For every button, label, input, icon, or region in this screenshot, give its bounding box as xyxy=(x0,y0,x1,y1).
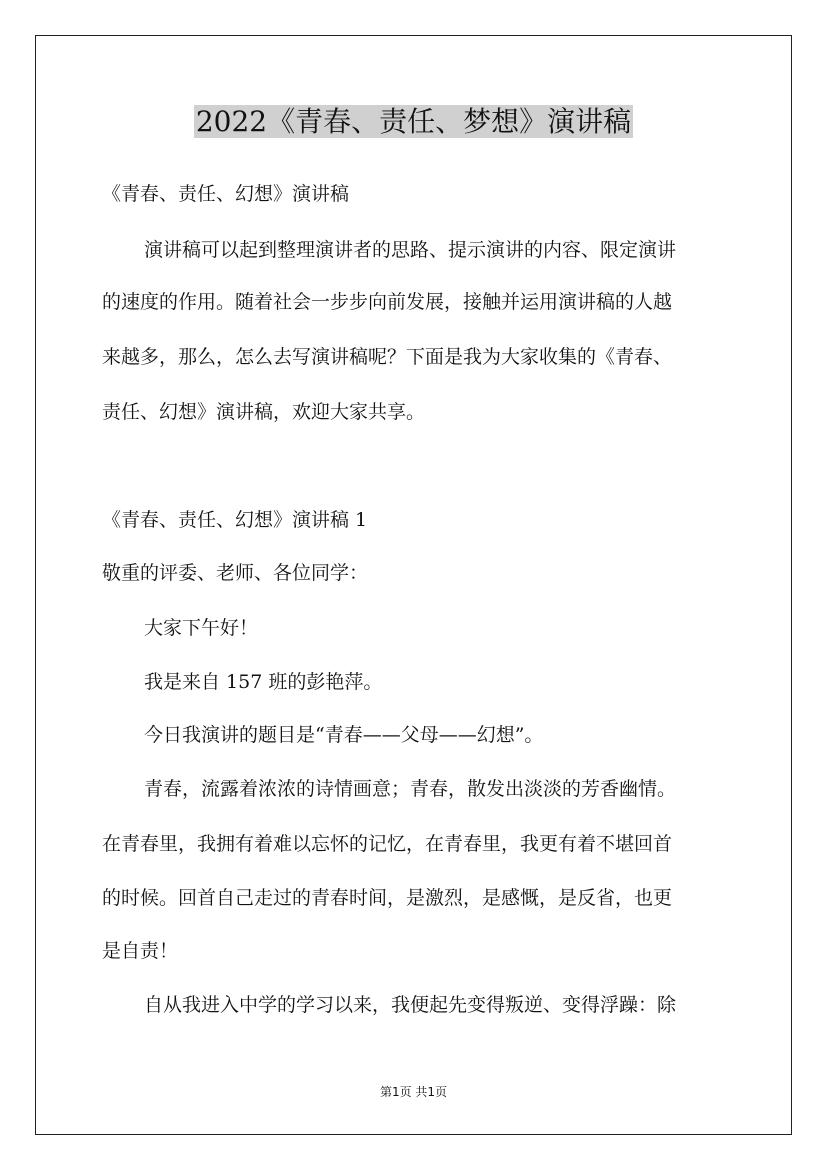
document-title: 2022《青春、责任、梦想》演讲稿 xyxy=(195,105,632,138)
body-line-3: 的时候。回首自己走过的青春时间，是激烈，是感慨，是反省，也更 xyxy=(102,887,673,909)
body-line-1: 青春，流露着浓浓的诗情画意；青春，散发出淡淡的芳香幽情。 xyxy=(144,778,677,800)
topic-line: 今日我演讲的题目是“青春——父母——幻想”。 xyxy=(144,724,544,746)
self-intro: 我是来自 157 班的彭艳萍。 xyxy=(144,671,383,693)
intro-line-1: 演讲稿可以起到整理演讲者的思路、提示演讲的内容、限定演讲 xyxy=(144,239,677,261)
body-line-4: 是自责！ xyxy=(102,940,179,962)
body-line-5: 自从我进入中学的学习以来，我便起先变得叛逆、变得浮躁：除 xyxy=(144,994,677,1016)
intro-line-4: 责任、幻想》演讲稿，欢迎大家共享。 xyxy=(102,401,426,423)
body-line-2: 在青春里，我拥有着难以忘怀的记忆，在青春里，我更有着不堪回首 xyxy=(102,833,673,855)
subtitle-line: 《青春、责任、幻想》演讲稿 xyxy=(102,183,350,205)
salutation: 敬重的评委、老师、各位同学： xyxy=(102,562,369,584)
intro-line-2: 的速度的作用。随着社会一步步向前发展，接触并运用演讲稿的人越 xyxy=(102,291,673,313)
document-title-wrap xyxy=(0,103,827,141)
intro-line-3: 来越多，那么，怎么去写演讲稿呢？下面是我为大家收集的《青春、 xyxy=(102,346,673,368)
page-footer: 第1页 共1页 xyxy=(379,1085,448,1099)
section-heading: 《青春、责任、幻想》演讲稿 1 xyxy=(102,509,368,531)
greeting: 大家下午好！ xyxy=(144,617,259,639)
